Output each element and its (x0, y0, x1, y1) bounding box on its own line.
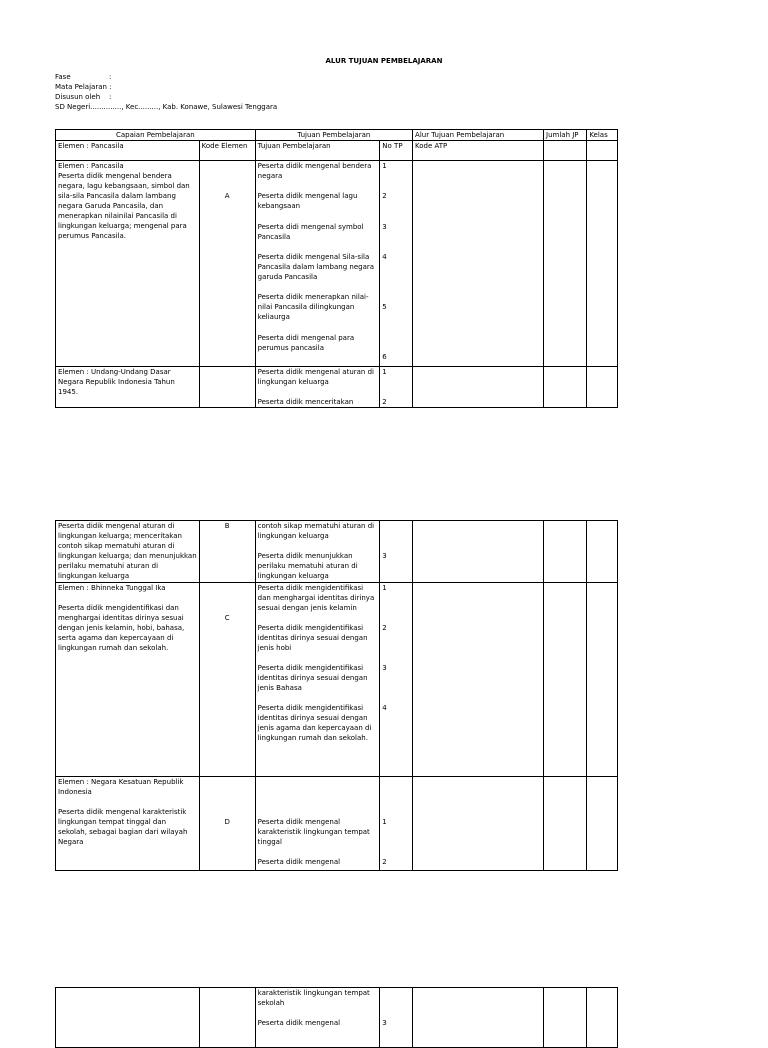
cp-c-title: Elemen : Bhinneka Tunggal Ika (58, 584, 166, 592)
tp-element-d-cont (255, 988, 380, 1048)
kode-element-b-start (199, 367, 255, 408)
kelas-element-b-cont (587, 521, 618, 583)
tp-b-2: Peserta didik menceritakan (257, 398, 354, 406)
no-d-3: 3 (382, 1019, 387, 1027)
table-row-element-a (56, 161, 618, 367)
jp-element-c (544, 583, 587, 777)
no-element-c (380, 583, 413, 777)
no-d-2: 2 (382, 858, 387, 866)
meta-disusun-label: Disusun oleh (55, 93, 101, 101)
tp-b-3: Peserta didik menunjukkan perilaku mematuhi aturan di lingkungan keluarga (257, 552, 358, 580)
header-jp-empty (544, 141, 587, 161)
tp-element-d (255, 777, 380, 871)
header-tujuan: Tujuan Pembelajaran (255, 130, 412, 141)
atp-table-page-3 (55, 987, 618, 1048)
tp-a-1: Peserta didik mengenal bendera negara (257, 162, 372, 180)
header-kode-atp: Kode ATP (413, 141, 544, 161)
cp-element-c (56, 583, 200, 777)
jp-element-d-cont (544, 988, 587, 1048)
header-row-2 (56, 141, 618, 161)
tp-b-1: Peserta didik mengenal aturan di lingkungan keluarga (257, 368, 374, 386)
tp-d-2-cont: karakteristik lingkungan tempat sekolah (257, 989, 370, 1007)
table-row-element-d-cont (56, 988, 618, 1048)
tp-a-3: Peserta didi mengenal symbol Pancasila (257, 223, 364, 241)
tp-c-4: Peserta didik mengidentifikasi identitas dirinya sesuai dengan jenis agama dan kepercayaan di lingkungan rumah dan sekolah. (257, 704, 372, 742)
tp-d-2: Peserta didik mengenal (257, 858, 341, 866)
kode-element-d-cont (199, 988, 255, 1048)
tp-c-1: Peserta didik mengidentifikasi dan menghargai identitas dirinya sesuai dengan jenis kelamin (257, 584, 375, 612)
no-d-1: 1 (382, 818, 387, 826)
kode-element-b: B (199, 521, 255, 583)
table-row-element-d (56, 777, 618, 871)
no-a-1: 1 (382, 162, 387, 170)
no-b-3: 3 (382, 552, 387, 560)
header-capaian: Capaian Pembelajaran (56, 130, 256, 141)
kode-element-a: A (199, 161, 255, 367)
no-b-2-cont (382, 521, 410, 551)
document-title: ALUR TUJUAN PEMBELAJARAN (325, 57, 443, 65)
tp-element-c (255, 583, 380, 777)
jp-element-b-start (544, 367, 587, 408)
header-jumlah-jp: Jumlah JP (544, 130, 587, 141)
header-kelas-empty (587, 141, 618, 161)
meta-mapel-label: Mata Pelajaran : (55, 83, 112, 91)
meta-fase (55, 72, 455, 82)
jp-element-a (544, 161, 587, 367)
no-a-6: 6 (382, 353, 387, 361)
no-c-3: 3 (382, 664, 387, 672)
tp-a-2: Peserta didik mengenal lagu kebangsaan (257, 192, 358, 210)
no-element-d-cont (380, 988, 413, 1048)
tp-a-4: Peserta didik mengenal Sila-sila Pancasila dalam lambang negara garuda Pancasila (257, 253, 375, 281)
kelas-element-d-cont (587, 988, 618, 1048)
atp-element-c (413, 583, 544, 777)
table-row-element-b-cont (56, 521, 618, 583)
kode-element-c: C (199, 583, 255, 777)
no-b-2: 2 (382, 398, 387, 406)
header-tujuan-sub: Tujuan Pembelajaran (255, 141, 380, 161)
cp-element-b-cont: Peserta didik mengenal aturan di lingkungan keluarga; menceritakan contoh sikap mematuhi aturan di lingkungan keluarga; dan menunjukkan perilaku mematuhi aturan di lingkungan keluarga (56, 521, 200, 583)
kelas-element-c (587, 583, 618, 777)
cp-c-body: Peserta didik mengidentifikasi dan menghargai identitas dirinya sesuai dengan jenis kelamin, hobi, bahasa, serta agama dan kepercayaan di lingkungan rumah dan sekolah. (58, 604, 185, 652)
no-element-b-cont (380, 521, 413, 583)
no-element-d (380, 777, 413, 871)
cp-element-a: Elemen : Pancasila Peserta didik mengenal bendera negara, lagu kebangsaan, simbol dan sila-sila Pancasila dalam lambang negara Garuda Pancasila, dan menerapkan nilainilai Pancasila di lingkungan keluarga; mengenal para perumus Pancasila. (56, 161, 200, 367)
table-row-element-c (56, 583, 618, 777)
meta-fase-label: Fase (55, 73, 71, 81)
header-row-1 (56, 130, 618, 141)
atp-element-a (413, 161, 544, 367)
table-row-element-b-start (56, 367, 618, 408)
jp-element-b-cont (544, 521, 587, 583)
cp-element-b-start: Elemen : Undang-Undang Dasar Negara Republik Indonesia Tahun 1945. (56, 367, 200, 408)
atp-table-page-1 (55, 129, 618, 408)
no-a-5: 5 (382, 303, 387, 311)
no-c-2: 2 (382, 624, 387, 632)
no-b-1: 1 (382, 368, 387, 376)
no-element-b-start (380, 367, 413, 408)
kelas-element-b-start (587, 367, 618, 408)
jp-element-d (544, 777, 587, 871)
atp-element-d (413, 777, 544, 871)
atp-element-d-cont (413, 988, 544, 1048)
tp-a-5: Peserta didik menerapkan nilai-nilai Pancasila dilingkungan keliaurga (257, 293, 369, 321)
meta-disusun-colon: : (109, 93, 112, 101)
no-a-4: 4 (382, 253, 387, 261)
meta-disusun (55, 92, 455, 102)
meta-sekolah: SD Negeri.............., Kec........., Kab. Konawe, Sulawesi Tenggara (55, 103, 278, 111)
header-elemen: Elemen : Pancasila (56, 141, 200, 161)
no-element-a (380, 161, 413, 367)
atp-element-b-start (413, 367, 544, 408)
tp-element-b-start (255, 367, 380, 408)
atp-table-page-2 (55, 520, 618, 871)
tp-c-3: Peserta didik mengidentifikasi identitas dirinya sesuai dengan jenis Bahasa (257, 664, 368, 692)
kelas-element-d (587, 777, 618, 871)
tp-element-b-cont (255, 521, 380, 583)
document-meta (55, 72, 455, 112)
no-c-4: 4 (382, 704, 387, 712)
header-kelas: Kelas (587, 130, 618, 141)
no-d-spacer (382, 777, 410, 817)
tp-a-6: Peserta didi mengenal para perumus pancasila (257, 334, 355, 352)
atp-element-b-cont (413, 521, 544, 583)
meta-mapel (55, 82, 455, 92)
no-c-1: 1 (382, 584, 387, 592)
header-no-tp: No TP (380, 141, 413, 161)
tp-b-2-cont: contoh sikap mematuhi aturan di lingkungan keluarga (257, 522, 375, 540)
cp-element-d (56, 777, 200, 871)
header-alur: Alur Tujuan Pembelajaran (413, 130, 544, 141)
kode-element-d: D (199, 777, 255, 871)
tp-d-1: Peserta didik mengenal karakteristik lingkungan tempat tinggal (257, 818, 370, 846)
meta-fase-colon: : (109, 73, 112, 81)
tp-c-2: Peserta didik mengidentifikasi identitas dirinya sesuai dengan jenis hobi (257, 624, 368, 652)
tp-d-3: Peserta didik mengenal (257, 1019, 341, 1027)
no-d-2-cont (382, 988, 410, 1018)
header-kode-elemen: Kode Elemen (199, 141, 255, 161)
cp-element-d-cont (56, 988, 200, 1048)
cp-d-body: Peserta didik mengenal karakteristik lingkungan tempat tinggal dan sekolah, sebagai bagian dari wilayah Negara (58, 808, 188, 846)
kelas-element-a (587, 161, 618, 367)
no-a-3: 3 (382, 223, 387, 231)
cp-d-title: Elemen : Negara Kesatuan Republik Indonesia (58, 778, 184, 796)
no-a-2: 2 (382, 192, 387, 200)
tp-element-a (255, 161, 380, 367)
tp-d-spacer (258, 777, 378, 817)
